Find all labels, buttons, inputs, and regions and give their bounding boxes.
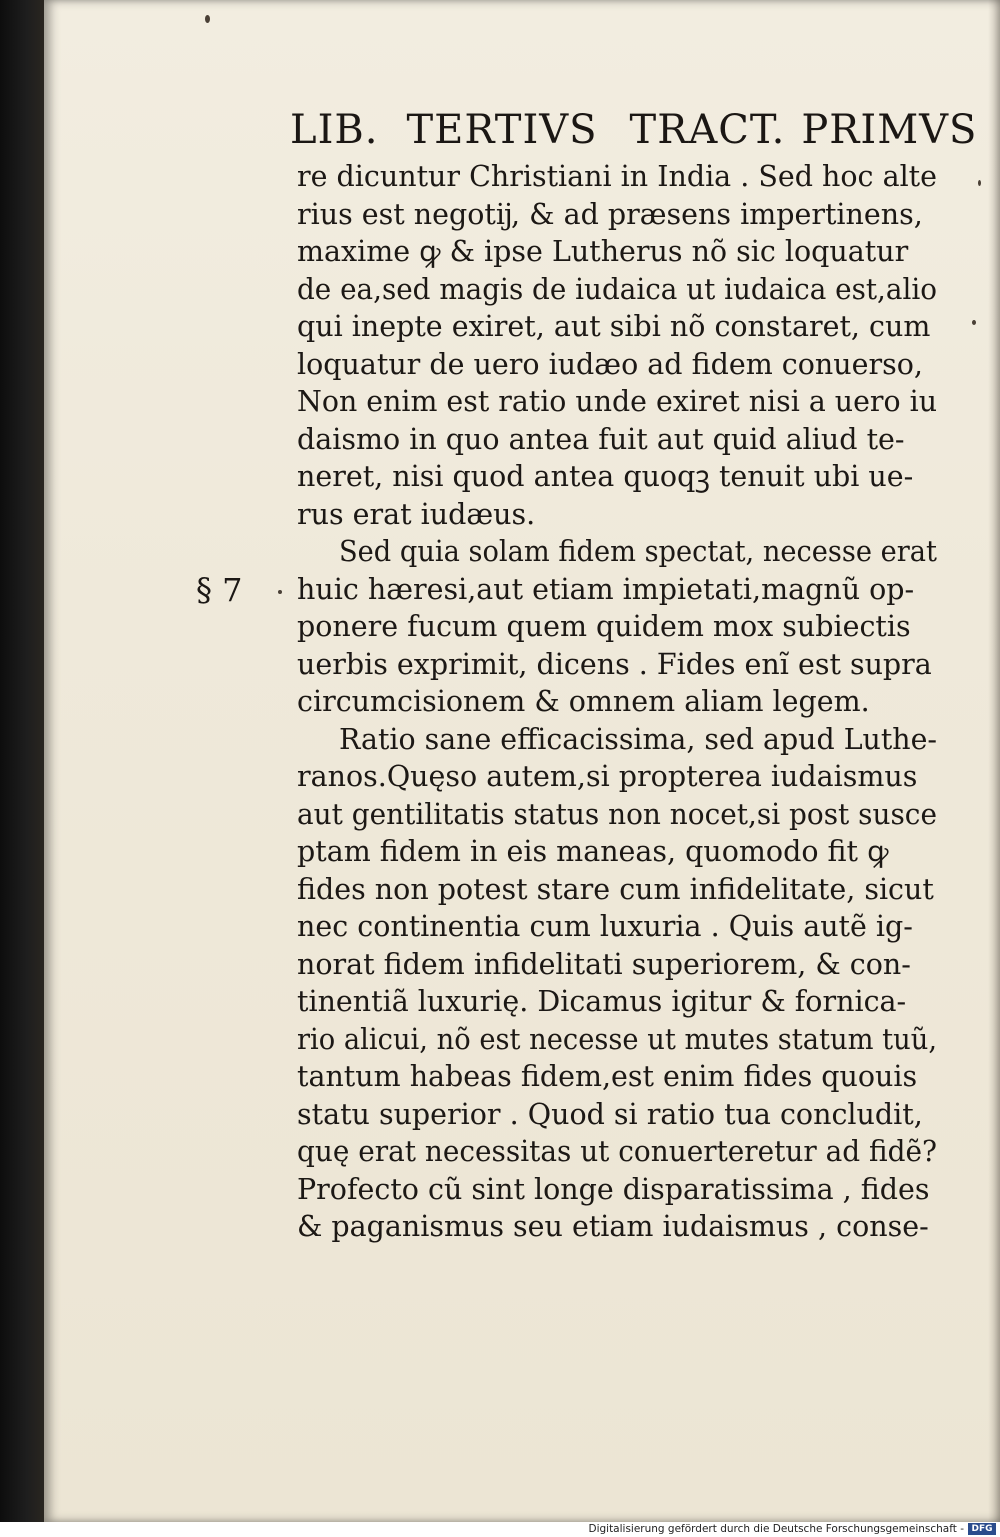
paper-speck	[205, 15, 210, 23]
text-line: quę erat necessitas ut conuerteretur ad fidẽ?	[297, 1135, 937, 1168]
header-tertius: TERTIVS	[406, 107, 598, 153]
text-line: Profecto cũ sint longe disparatissima , fides	[297, 1172, 930, 1206]
text-line: rio alicui, nõ est necesse ut mutes statum tuũ,	[297, 1022, 937, 1056]
text-line: rus erat iudæus.	[297, 497, 536, 531]
text-line-paragraph-start: Ratio sane efficacissima, sed apud Luthe-	[339, 722, 937, 756]
text-line: tinentiã luxurię. Dicamus igitur & fornica-	[297, 985, 907, 1018]
paper-speck	[278, 590, 282, 594]
text-line-paragraph-start: Sed quia solam fidem spectat, necesse erat	[339, 535, 937, 568]
text-line: qui inepte exiret, aut sibi nõ constaret, cum	[297, 310, 931, 343]
running-header	[290, 105, 978, 155]
text-line: fides non potest stare cum infidelitate, sicut	[297, 872, 934, 906]
text-line: nec continentia cum luxuria . Quis autẽ ig-	[297, 910, 913, 943]
text-line: & paganismus seu etiam iudaismus , conse-	[297, 1210, 929, 1243]
header-lib: LIB.	[290, 107, 379, 153]
page-edge-shadow	[988, 0, 1000, 1522]
text-line: daismo in quo antea fuit aut quid aliud te-	[297, 422, 905, 456]
body-text	[297, 158, 937, 1246]
text-line: uerbis exprimit, dicens . Fides enĩ est supra	[297, 647, 932, 681]
text-line: circumcisionem & omnem aliam legem.	[297, 685, 870, 718]
text-line: Non enim est ratio unde exiret nisi a uero iu	[297, 385, 937, 418]
header-primus: PRIMVS	[801, 107, 978, 153]
book-binding-edge	[0, 0, 45, 1537]
dfg-logo: DFG	[968, 1523, 996, 1535]
text-line: de ea,sed magis de iudaica ut iudaica est,alio	[297, 272, 937, 306]
marginal-section-mark: § 7	[196, 571, 243, 609]
text-line: tantum habeas fidem,est enim fides quouis	[297, 1060, 918, 1093]
text-line: norat fidem infidelitati superiorem, & con-	[297, 947, 911, 981]
text-line: aut gentilitatis status non nocet,si post susce	[297, 797, 937, 831]
text-line: maxime ꝙ & ipse Lutherus nõ sic loquatur	[297, 235, 909, 268]
text-line: re dicuntur Christiani in India . Sed hoc alte	[297, 160, 937, 193]
text-line: ptam fidem in eis maneas, quomodo fit ꝙ	[297, 835, 889, 868]
text-line: rius est negotĳ, & ad præsens impertinens,	[297, 197, 923, 231]
paper-speck	[978, 180, 981, 186]
funding-credit: Digitalisierung gefördert durch die Deutsche Forschungsgemeinschaft -	[588, 1523, 964, 1535]
text-line: statu superior . Quod si ratio tua concludit,	[297, 1097, 923, 1131]
text-line: huic hæresi,aut etiam impietati,magnũ op-	[297, 572, 915, 606]
paper-speck	[972, 320, 976, 325]
header-tract: TRACT.	[629, 107, 786, 153]
text-line: ponere fucum quem quidem mox subiectis	[297, 610, 911, 643]
text-line: ranos.Quęso autem,si propterea iudaismus	[297, 760, 918, 793]
text-line: neret, nisi quod antea quoqꝫ tenuit ubi ue-	[297, 460, 914, 493]
text-line: loquatur de uero iudæo ad fidem conuerso,	[297, 347, 923, 381]
